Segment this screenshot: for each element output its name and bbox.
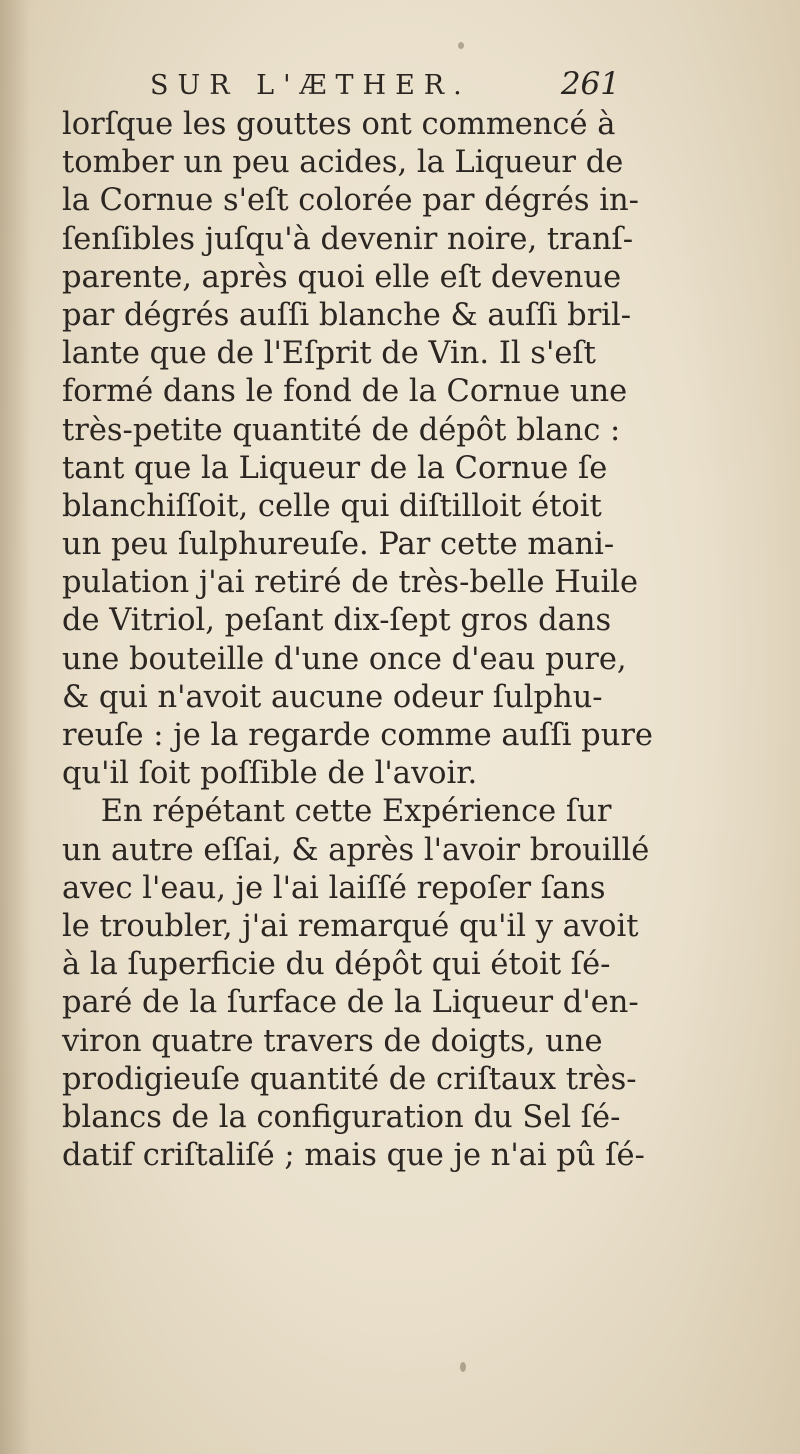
text-line: paré de la ſurface de la Liqueur d'en- [62,985,639,1021]
text-line: datif criſtaliſé ; mais que je n'ai pû ſé- [62,1138,645,1174]
text-line: & qui n'avoit aucune odeur ſulphu- [62,679,603,715]
text-line: par dégrés auſſi blanche & auſſi bril- [62,297,632,333]
text-line: le troubler, j'ai remarqué qu'il y avoit [62,908,639,944]
text-line: pulation j'ai retiré de très-belle Huile [62,565,639,601]
text-line: reuſe : je la regarde comme auſſi pure [62,718,653,753]
text-line: lorſque les gouttes ont commencé à [62,107,616,142]
body-text [62,106,662,1175]
running-head: SUR L'ÆTHER. [150,70,471,101]
text-line: une bouteille d'une once d'eau pure, [62,641,627,677]
text-line: qu'il ſoit poſſible de l'avoir. [62,756,478,792]
text-line: un peu ſulphureuſe. Par cette mani- [62,527,615,563]
text-line: formé dans le fond de la Cornue une [62,374,628,410]
text-line: de Vitriol, peſant dix-ſept gros dans [62,603,612,639]
text-line: lante que de l'Eſprit de Vin. Il s'eſt [62,336,596,372]
text-line: viron quatre travers de doigts, une [62,1023,603,1059]
paper-fleck [460,1362,466,1372]
gutter-shadow [0,0,30,1454]
text-line: blancs de la configuration du Sel ſé- [62,1099,621,1135]
text-line: En répétant cette Expérience ſur [62,794,612,830]
page-number: 261 [560,66,620,102]
text-line: la Cornue s'eſt colorée par dégrés in- [62,183,639,219]
text-line: parente, après quoi elle eſt devenue [62,259,622,295]
text-line: prodigieuſe quantité de criſtaux très- [62,1061,637,1097]
text-line: ſenſibles juſqu'à devenir noire, tranſ- [62,221,634,257]
text-line: à la ſuperficie du dépôt qui étoit ſé- [62,947,611,983]
paper-fleck [458,42,464,49]
text-line: très-petite quantité de dépôt blanc : [62,412,621,448]
text-line: tant que la Liqueur de la Cornue ſe [62,450,608,486]
text-line: un autre eſſai, & après l'avoir brouillé [62,832,650,868]
text-line: avec l'eau, je l'ai laiſſé repoſer ſans [62,870,606,906]
page-header [150,62,620,108]
text-line: blanchiſſoit, celle qui diſtilloit étoit [62,488,602,524]
text-line: tomber un peu acides, la Liqueur de [62,145,624,181]
